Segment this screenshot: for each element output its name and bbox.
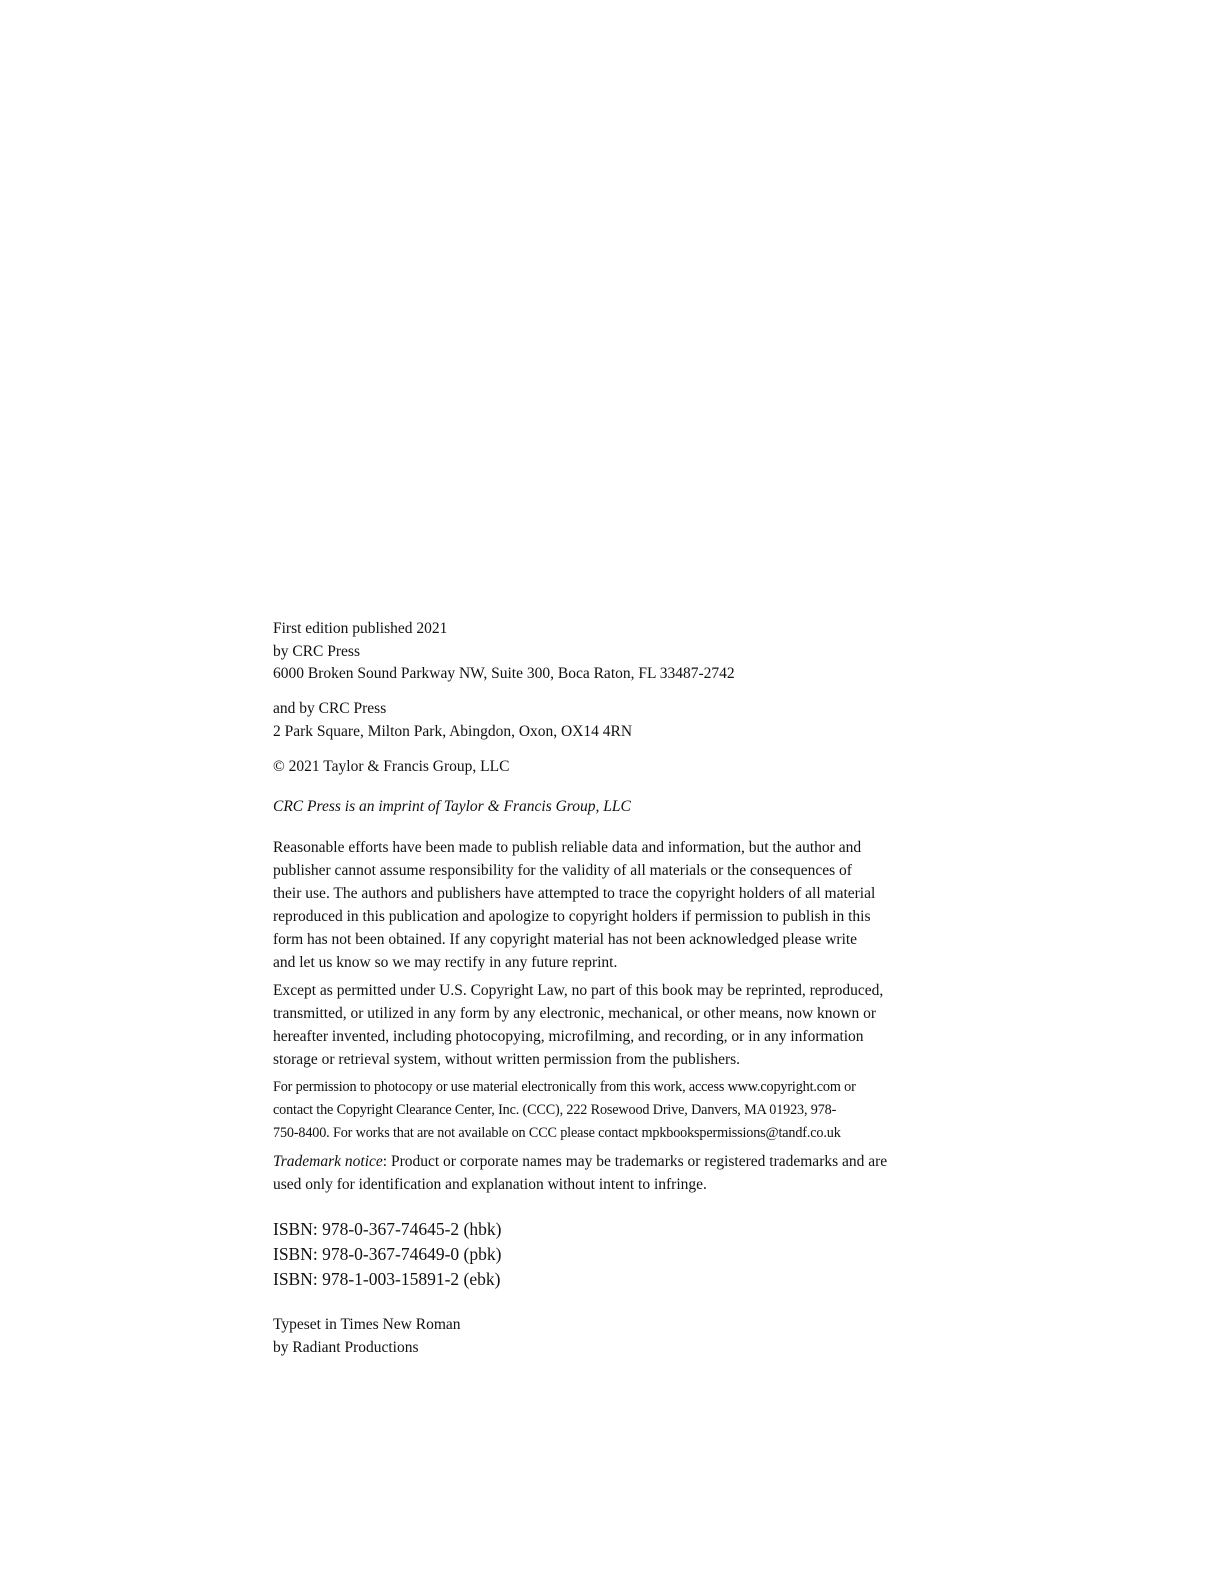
copyright-law-paragraph	[273, 979, 945, 1071]
copyright-notice	[273, 756, 945, 779]
isbn-list	[273, 1217, 945, 1292]
typesetter-line: by Radiant Productions	[273, 1338, 419, 1356]
disclaimer-line: publisher cannot assume responsibility for the validity of all materials or the consequences of	[273, 862, 852, 879]
second-publisher-line: and by CRC Press	[273, 700, 387, 717]
isbn-hbk: ISBN: 978-0-367-74645-2 (hbk)	[273, 1219, 502, 1239]
second-publisher-info	[273, 698, 945, 743]
isbn-pbk: ISBN: 978-0-367-74649-0 (pbk)	[273, 1244, 502, 1264]
edition-line: First edition published 2021	[273, 620, 448, 637]
permissions-paragraph	[273, 1076, 945, 1145]
disclaimer-line: and let us know so we may rectify in any future reprint.	[273, 954, 618, 971]
permissions-line: contact the Copyright Clearance Center, Inc. (CCC), 222 Rosewood Drive, Danvers, MA 01923, 978-	[273, 1102, 837, 1118]
copyright-law-line: storage or retrieval system, without written permission from the publishers.	[273, 1051, 741, 1068]
publisher-line: by CRC Press	[273, 642, 360, 660]
trademark-text: : Product or corporate names may be trademarks or registered trademarks and are	[382, 1153, 888, 1170]
copyright-law-line: Except as permitted under U.S. Copyright Law, no part of this book may be reprinted, reproduced,	[273, 982, 884, 999]
second-publisher-address: 2 Park Square, Milton Park, Abingdon, Oxon, OX14 4RN	[273, 722, 633, 740]
isbn-ebk: ISBN: 978-1-003-15891-2 (ebk)	[273, 1269, 501, 1289]
permissions-line: For permission to photocopy or use material electronically from this work, access www.copyright.com or	[273, 1079, 856, 1095]
disclaimer-paragraph	[273, 836, 945, 974]
imprint-notice	[273, 796, 945, 819]
copyright-law-line: transmitted, or utilized in any form by any electronic, mechanical, or other means, now known or	[273, 1005, 877, 1022]
trademark-line-2: used only for identification and explanation without intent to infringe.	[273, 1176, 707, 1193]
permissions-line: 750-8400. For works that are not available on CCC please contact mpkbookspermissions@tandf.co.uk	[273, 1125, 841, 1141]
typeset-info	[273, 1314, 945, 1359]
disclaimer-line: reproduced in this publication and apologize to copyright holders if permission to publish in this	[273, 908, 871, 925]
publisher-address: 6000 Broken Sound Parkway NW, Suite 300, Boca Raton, FL 33487-2742	[273, 665, 735, 682]
trademark-line-1	[273, 1150, 945, 1173]
trademark-label: Trademark notice	[273, 1153, 383, 1170]
disclaimer-line: their use. The authors and publishers have attempted to trace the copyright holders of all material	[273, 885, 876, 902]
copyright-line: © 2021 Taylor & Francis Group, LLC	[273, 758, 510, 775]
trademark-paragraph	[273, 1150, 945, 1196]
disclaimer-line: form has not been obtained. If any copyright material has not been acknowledged please write	[273, 931, 858, 948]
disclaimer-line: Reasonable efforts have been made to publish reliable data and information, but the author and	[273, 839, 862, 856]
imprint-line: CRC Press is an imprint of Taylor & Francis Group, LLC	[273, 798, 631, 815]
typeset-line: Typeset in Times New Roman	[273, 1316, 461, 1333]
copyright-law-line: hereafter invented, including photocopying, microfilming, and recording, or in any information	[273, 1028, 864, 1045]
publication-info	[273, 618, 945, 686]
